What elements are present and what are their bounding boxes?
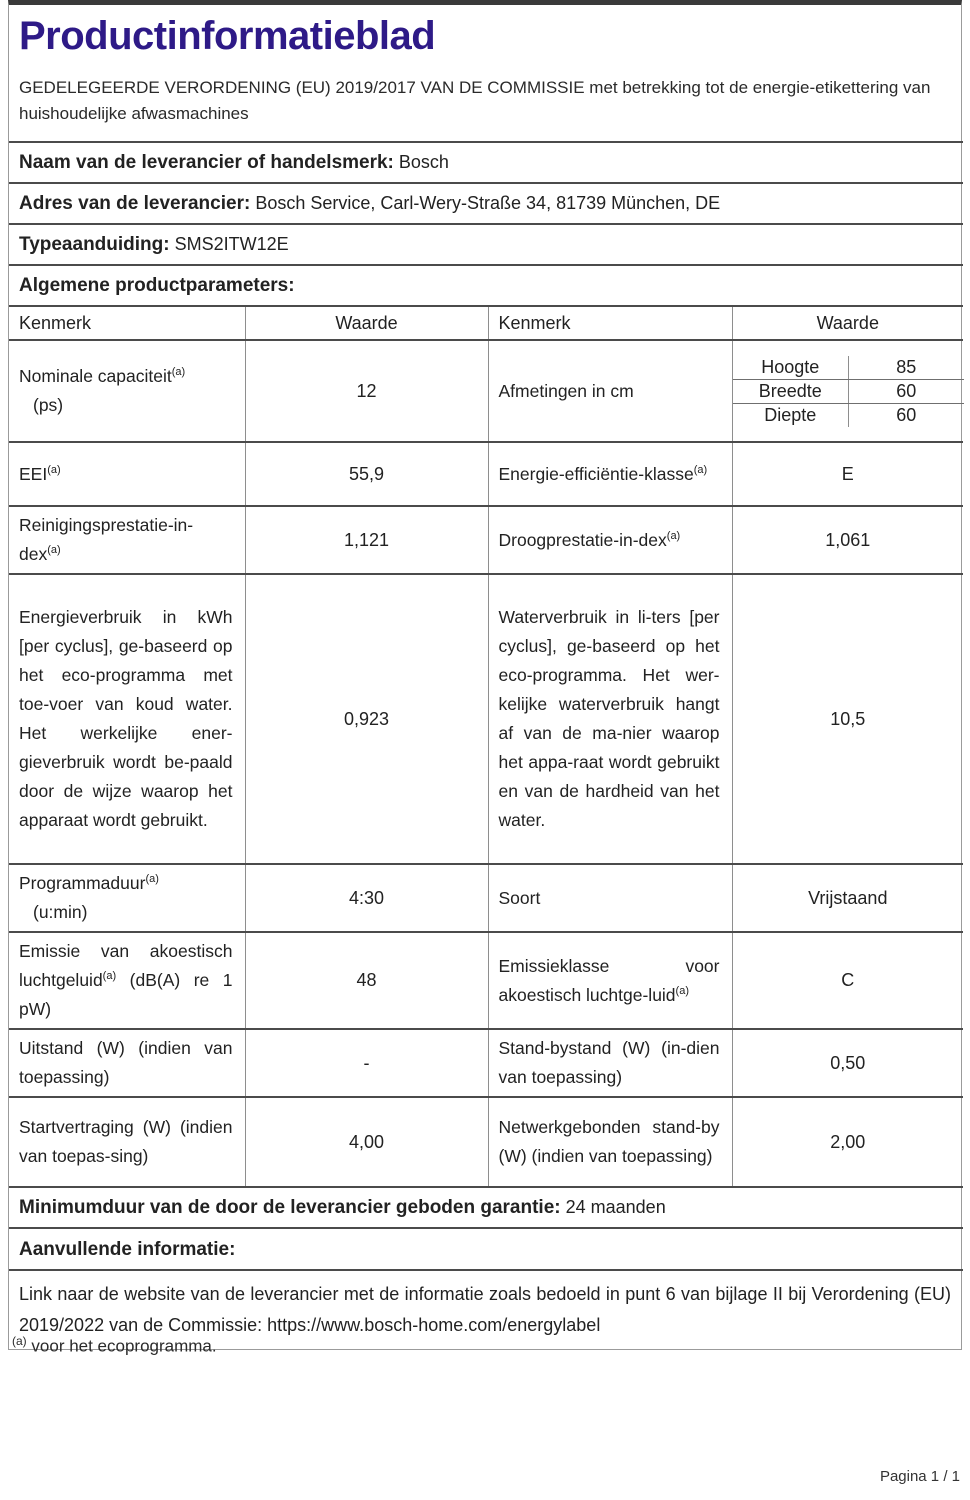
guarantee-label: Minimumduur van de door de leverancier geboden garantie:	[19, 1197, 561, 1218]
supplier-name-value: Bosch	[398, 152, 449, 172]
header-waarde-right: Waarde	[732, 306, 963, 340]
general-parameters-row	[9, 265, 963, 306]
value-water-consumption: 10,5	[732, 574, 963, 864]
supplier-link-url: https://www.bosch-home.com/energylabel	[267, 1315, 601, 1335]
row-capacity-dimensions	[9, 340, 963, 442]
type-designation-label: Typeaanduiding:	[19, 234, 170, 255]
label-networked-standby: Netwerkgebonden stand-by (W) (indien van toepassing)	[488, 1097, 732, 1187]
label-programme-duration: Programmaduur$^{(a)}$ (u:min)	[9, 864, 245, 932]
value-standby-mode: 0,50	[732, 1029, 963, 1097]
label-eei: EEI$^{(a)}$	[9, 442, 245, 506]
value-noise-emission: 48	[245, 932, 488, 1029]
footnote-text: voor het ecoprogramma.	[31, 1336, 217, 1356]
row-offmode-standby	[9, 1029, 963, 1097]
supplier-name-label: Naam van de leverancier of handelsmerk:	[19, 152, 394, 173]
dimension-value-height: 85	[849, 356, 964, 380]
label-cleaning-index: Reinigingsprestatie-in-dex$^{(a)}$	[9, 506, 245, 574]
label-water-consumption: Waterverbruik in li-ters [per cyclus], ge-baseerd op het eco-programma. Het wer-kelijke waterverbruik hangt af van de ma-nier waarop het appa-raat wordt gebruikt en van de hardheid van het water.	[488, 574, 732, 864]
dimension-row-depth	[733, 403, 964, 427]
dimension-row-height	[733, 356, 964, 380]
value-programme-duration: 4:30	[245, 864, 488, 932]
value-delayed-start: 4,00	[245, 1097, 488, 1187]
value-drying-index: 1,061	[732, 506, 963, 574]
row-eei-energyclass	[9, 442, 963, 506]
product-information-sheet	[8, 0, 962, 1350]
parameter-table-header	[9, 306, 963, 340]
supplier-address-value: Bosch Service, Carl-Wery-Straße 34, 81739 München, DE	[255, 193, 721, 213]
value-eei: 55,9	[245, 442, 488, 506]
footnote-eco-programme	[12, 1334, 217, 1357]
value-energy-class: E	[732, 442, 963, 506]
dimension-name-width: Breedte	[733, 379, 849, 403]
dimension-row-width	[733, 379, 964, 403]
value-off-mode: -	[245, 1029, 488, 1097]
type-designation-row	[9, 224, 963, 265]
page-title: Productinformatieblad	[19, 14, 436, 58]
row-duration-type	[9, 864, 963, 932]
supplier-address-row	[9, 183, 963, 224]
dimension-value-width: 60	[849, 379, 964, 403]
guarantee-row	[9, 1187, 963, 1228]
label-delayed-start: Startvertraging (W) (indien van toepas-sing)	[9, 1097, 245, 1187]
value-nominal-capacity: 12	[245, 340, 488, 442]
label-noise-class: Emissieklasse voor akoestisch luchtge-luid$^{(a)}$	[488, 932, 732, 1029]
type-designation-value: SMS2ITW12E	[174, 234, 289, 254]
additional-info-row	[9, 1228, 963, 1270]
regulation-subtitle: GEDELEGEERDE VERORDENING (EU) 2019/2017 VAN DE COMMISSIE met betrekking tot de energie-etikettering van huishoudelijke afwasmachines	[19, 78, 931, 123]
row-delay-network-standby	[9, 1097, 963, 1187]
value-type: Vrijstaand	[732, 864, 963, 932]
dimension-name-depth: Diepte	[733, 403, 849, 427]
header-kenmerk-left: Kenmerk	[9, 306, 245, 340]
header-kenmerk-right: Kenmerk	[488, 306, 732, 340]
label-nominal-capacity: Nominale capaciteit$^{(a)}$ (ps)	[9, 340, 245, 442]
fiche-table	[9, 5, 963, 1349]
dimension-value-depth: 60	[896, 404, 917, 425]
row-noise-emission-class	[9, 932, 963, 1029]
value-networked-standby: 2,00	[732, 1097, 963, 1187]
dimensions-subtable-cell	[732, 340, 963, 442]
dimension-name-height: Hoogte	[733, 356, 849, 380]
supplier-address-label: Adres van de leverancier:	[19, 193, 251, 214]
value-noise-class: C	[732, 932, 963, 1029]
supplier-name-row	[9, 142, 963, 183]
label-off-mode: Uitstand (W) (indien van toepassing)	[9, 1029, 245, 1097]
general-parameters-label: Algemene productparameters:	[19, 275, 295, 296]
label-type: Soort	[488, 864, 732, 932]
page-number: Pagina 1 / 1	[879, 1468, 960, 1485]
row-cleaning-drying-index	[9, 506, 963, 574]
value-cleaning-index: 1,121	[245, 506, 488, 574]
dimensions-subtable	[733, 356, 964, 427]
label-standby-mode: Stand-bystand (W) (in-dien van toepassing)	[488, 1029, 732, 1097]
supplier-link-text: Link naar de website van de leverancier met de informatie zoals bedoeld in punt 6 van bijlage II bij Verordening (EU) 2019/2022 van de Commissie:	[19, 1284, 952, 1335]
label-noise-emission: Emissie van akoestisch luchtgeluid$^{(a)}$ (dB(A) re 1 pW)	[9, 932, 245, 1029]
row-energy-water-consumption	[9, 574, 963, 864]
additional-info-label: Aanvullende informatie:	[19, 1238, 236, 1260]
label-dimensions: Afmetingen in cm	[488, 340, 732, 442]
label-drying-index: Droogprestatie-in-dex$^{(a)}$	[488, 506, 732, 574]
value-energy-consumption: 0,923	[245, 574, 488, 864]
label-energy-class: Energie-efficiëntie-klasse$^{(a)}$	[488, 442, 732, 506]
footnote-marker: (a)	[12, 1334, 27, 1348]
guarantee-value: 24 maanden	[565, 1197, 666, 1217]
header-waarde-left: Waarde	[245, 306, 488, 340]
label-energy-consumption: Energieverbruik in kWh [per cyclus], ge-baseerd op het eco-programma met toe-voer van koud water. Het werkelijke ener-gieverbruik wordt be-paald door de wijze waarop het apparaat wordt gebruikt.	[9, 574, 245, 864]
